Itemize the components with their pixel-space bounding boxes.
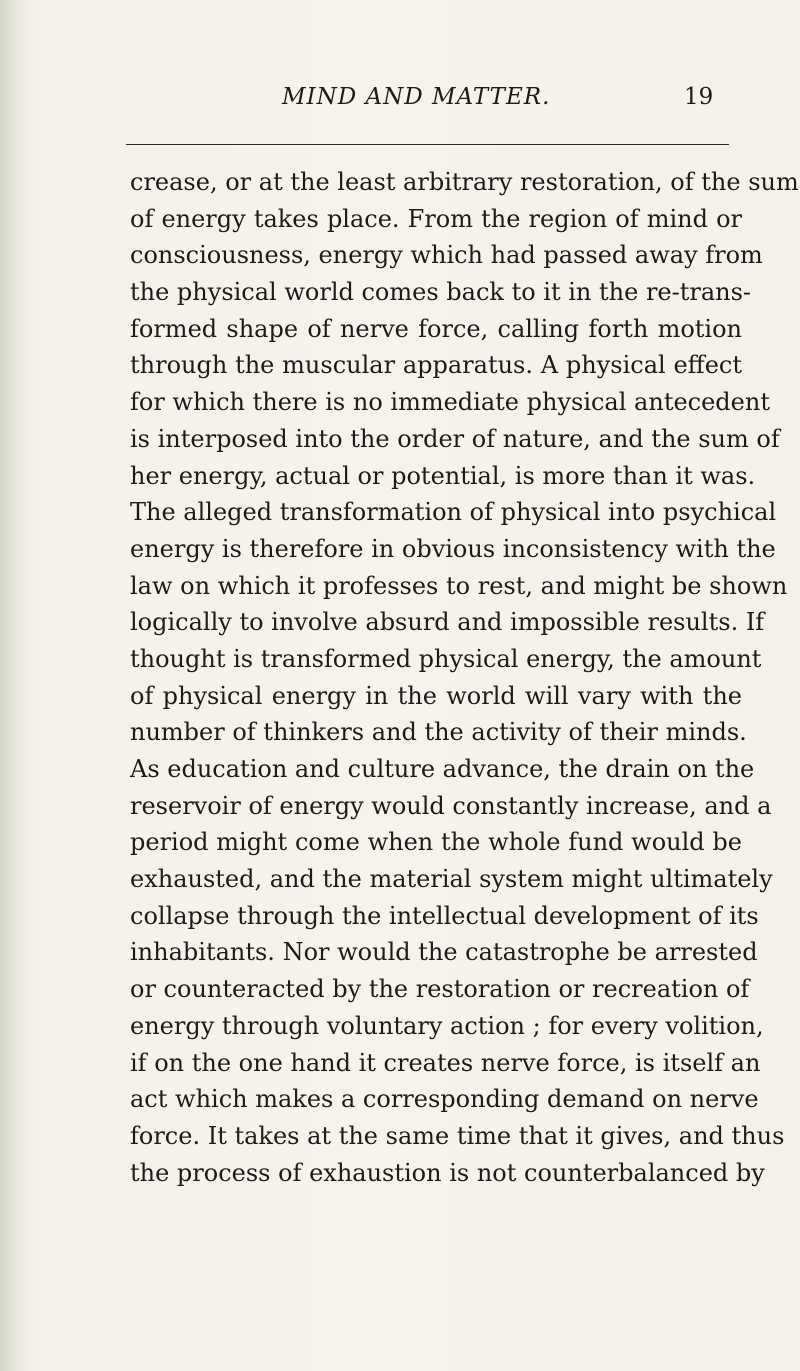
text-line: number of thinkers and the activity of their minds. [130, 718, 747, 747]
text-line: thought is transformed physical energy, the amount [130, 644, 762, 673]
text-line: the process of exhaustion is not counterbalanced by [130, 1158, 765, 1187]
text-line: formed shape of nerve force, calling forth motion [130, 314, 742, 343]
text-line: the physical world comes back to it in the re-trans- [130, 278, 752, 307]
running-head [0, 84, 800, 118]
text-line: is interposed into the order of nature, and the sum of [130, 424, 780, 453]
text-line: if on the one hand it creates nerve force, is itself an [130, 1048, 761, 1077]
text-line: of energy takes place. From the region of mind or [130, 204, 742, 233]
page-number: 19 [684, 84, 714, 110]
text-line: or counteracted by the restoration or recreation of [130, 975, 750, 1004]
text-line: energy is therefore in obvious inconsistency with the [130, 534, 776, 563]
text-line: The alleged transformation of physical into psychical [130, 498, 777, 527]
text-line: As education and culture advance, the drain on the [130, 755, 755, 783]
text-line: exhausted, and the material system might ultimately [130, 865, 773, 894]
text-line: her energy, actual or potential, is more than it was. [130, 461, 756, 490]
text-line: energy through voluntary action ; for every volition, [130, 1011, 764, 1040]
text-line: collapse through the intellectual development of its [130, 901, 759, 930]
text-line: crease, or at the least arbitrary restoration, of the sum [130, 168, 799, 196]
text-line: period might come when the whole fund would be [130, 828, 742, 857]
binding-gutter-shadow [0, 0, 28, 1371]
text-line: act which makes a corresponding demand on nerve [130, 1085, 759, 1114]
text-line: for which there is no immediate physical antecedent [130, 388, 770, 417]
text-line: of physical energy in the world will vary with the [130, 681, 742, 710]
body-text [130, 164, 799, 1191]
text-line: logically to involve absurd and impossible results. If [130, 608, 765, 637]
text-line: reservoir of energy would constantly increase, and a [130, 791, 772, 820]
text-line: law on which it professes to rest, and might be shown [130, 571, 788, 600]
text-line: through the muscular apparatus. A physical effect [130, 351, 742, 380]
text-line: consciousness, energy which had passed away from [130, 241, 763, 270]
text-line: force. It takes at the same time that it gives, and thus [130, 1121, 785, 1150]
text-line: inhabitants. Nor would the catastrophe be arrested [130, 938, 758, 967]
header-rule [126, 144, 729, 145]
running-title: MIND AND MATTER. [282, 84, 551, 110]
